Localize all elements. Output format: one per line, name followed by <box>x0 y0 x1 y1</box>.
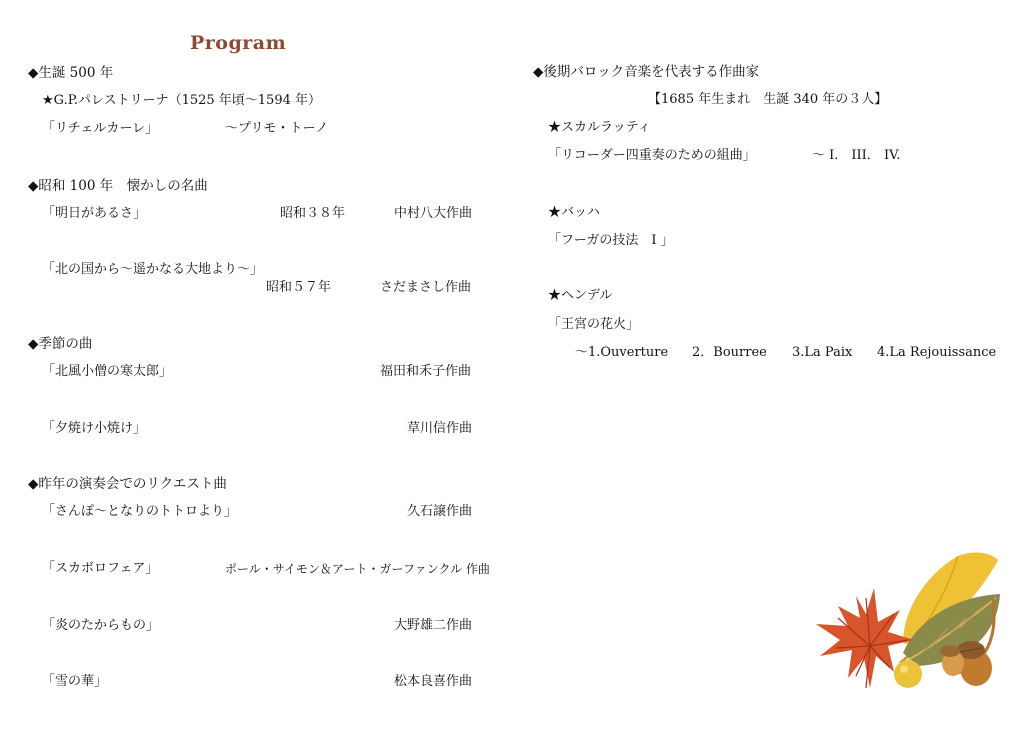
berry-icon <box>894 660 922 688</box>
piece-credit: 中村八大作曲 <box>394 206 473 221</box>
composer-palestrina: ★G.P.パレストリーナ（1525 年頃〜1594 年） <box>42 93 321 108</box>
piece-title: 「スカボロフェア」 <box>42 561 159 576</box>
composer-scarlatti: ★スカルラッティ <box>548 120 651 135</box>
movement-item: 3.La Paix <box>792 345 853 360</box>
piece-movements: 〜 I． III． IV. <box>812 148 901 163</box>
piece-title: 「雪の華」 <box>42 674 108 689</box>
piece-title: 「北風小僧の寒太郎」 <box>42 364 173 379</box>
movement-item: 〜1.Ouverture <box>575 345 669 360</box>
piece-credit: 大野雄二作曲 <box>394 618 473 633</box>
piece-credit: 松本良喜作曲 <box>394 674 473 689</box>
piece-title: 「リコーダー四重奏のための組曲」 <box>548 148 756 163</box>
section-heading-baroque: ◆後期バロック音楽を代表する作曲家 <box>533 64 760 80</box>
autumn-leaves-illustration <box>808 548 1018 698</box>
piece-credit: さだまさし作曲 <box>380 280 472 295</box>
section-subheading: 【1685 年生まれ 生誕 340 年の３人】 <box>648 92 888 107</box>
movement-item: 4.La Rejouissance <box>877 345 997 360</box>
piece-title: 「フーガの技法 I 」 <box>548 233 674 248</box>
piece-title: 「さんぽ〜となりのトトロより」 <box>42 504 238 519</box>
movement-item: 2．Bourree <box>692 345 767 360</box>
piece-title: 「明日があるさ」 <box>42 206 147 221</box>
section-heading-showa: ◆昭和 100 年 懐かしの名曲 <box>28 178 208 194</box>
composer-handel: ★ヘンデル <box>548 288 613 303</box>
piece-title: 「リチェルカーレ」 <box>42 121 159 136</box>
piece-note: 〜プリモ・トーノ <box>225 121 329 136</box>
piece-credit: 草川信作曲 <box>407 421 473 436</box>
piece-title: 「炎のたからもの」 <box>42 618 160 633</box>
piece-title: 「夕焼け小焼け」 <box>42 421 147 436</box>
section-heading-seasonal: ◆季節の曲 <box>28 336 93 352</box>
piece-credit: ポール・サイモン＆アート・ガーファンクル 作曲 <box>225 562 490 576</box>
piece-title: 「北の国から〜遥かなる大地より〜」 <box>42 262 264 277</box>
section-heading-500th: ◆生誕 500 年 <box>28 65 114 81</box>
piece-credit: 久石譲作曲 <box>407 504 473 519</box>
piece-credit: 福田和禾子作曲 <box>380 364 472 379</box>
page-title: Program <box>190 32 287 54</box>
section-heading-requests: ◆昨年の演奏会でのリクエスト曲 <box>28 476 227 492</box>
piece-title: 「王宮の花火」 <box>548 317 640 332</box>
piece-year: 昭和５７年 <box>266 280 332 295</box>
acorn-icon <box>940 641 992 686</box>
composer-bach: ★バッハ <box>548 205 601 220</box>
piece-year: 昭和３８年 <box>280 206 346 221</box>
